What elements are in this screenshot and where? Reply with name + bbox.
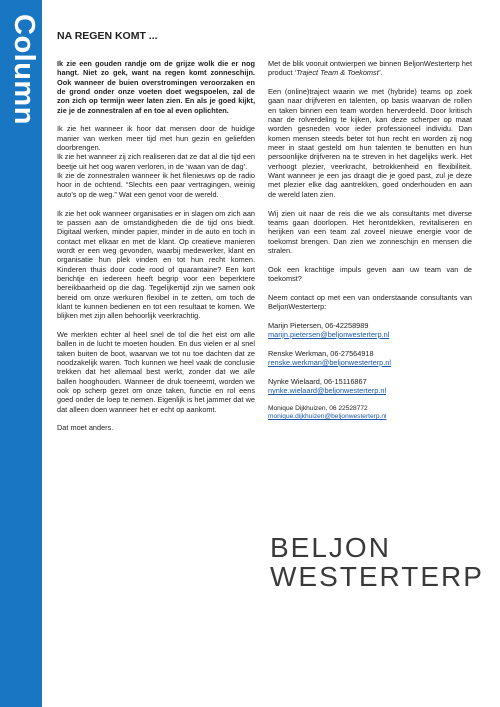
contact-name: Monique Dijkhuizen, 06 22528772 xyxy=(268,404,368,412)
paragraph: Een (online)traject waarin we met (hybride) teams op zoek gaan naar drijfveren en talenten, op basis waarvan de rollen en taken binnen een team worden herverdeeld. Door kritisch naar de rolverdeling te kijken, kan deze scherper op maat worden gesneden voor ieder professioneel individu. Dan komen mensen steeds beter tot hun recht en worden zij nog meer in staat gesteld om hun talenten te benutten en hun persoonlijke drijfveren na te streven in het dagelijks werk. Het verhoogt plezier, veerkracht, betrokkenheid en flexibiliteit. Want wanneer je een jas draagt die je goed past, zul je deze met plezier elke dag aantrekken, goed onderhouden en aan de wereld laten zien. xyxy=(268,87,472,199)
paragraph: Dat moet anders. xyxy=(57,423,114,433)
paragraph: Ik zie de zonnestralen wanneer ik het filenieuws op de radio hoor in de ochtend. “Slechts een paar vertragingen, weinig auto’s op de weg.” Wat een genot voor de wereld. xyxy=(57,171,255,199)
contact-email-link[interactable]: renske.werkman@beljonwesterterp.nl xyxy=(268,358,391,367)
beljonwesterterp-logo xyxy=(270,532,484,592)
paragraph: Met de blik vooruit ontwierpen we binnen BeljonWesterterp het product ‘Traject Team & Toekomst’. xyxy=(268,59,472,78)
contact-name: Marijn Pietersen, 06-42258989 xyxy=(268,320,369,330)
paragraph: Ook een krachtige impuls geven aan uw team van de toekomst? xyxy=(268,264,472,283)
sidebar-title: Column xyxy=(8,14,40,125)
paragraph: Neem contact op met een van onderstaande consultants van BeljonWesterterp: xyxy=(268,292,472,311)
left-column xyxy=(57,59,255,433)
contact-email-link[interactable]: marijn.pietersen@beljonwesterterp.nl xyxy=(268,329,390,339)
contact-name: Renske Werkman, 06-27564918 xyxy=(268,348,374,358)
paragraph: We merkten echter al heel snel de tol die het eist om alle ballen in de lucht te moeten houden. En dus vielen er al snel taken buiten de boot, waarvan we tot nu toe dachten dat ze noodzakelijk waren. Toch kunnen we heel vaak de conclusie trekken dat het allemaal best werkt, zonder dat we alle ballen hooghouden. Wanneer de druk toeneemt, worden we ook op scherp gezet om onze taken, functie en rol eens goed onder de loep te nemen. Eigenlijk is het jammer dat we dat alleen doen wanneer het er echt op aankomt. xyxy=(57,329,255,414)
lead-paragraph: Ik zie een gouden randje om de grijze wolk die er nog hangt. Niet zo gek, want na regen komt zonneschijn. Ook wanneer de buien overstromingen veroorzaken en de grond onder onze voeten doet wegspoelen, zal de zon zich op termijn weer laten zien. En als je goed kijkt, zie je de zonnestralen af en toe al even oplichten. xyxy=(57,59,255,115)
paragraph: Ik zie het wanneer zij zich realiseren dat ze dat al die tijd een beetje uit het oog waren verloren, in de ‘waan van de dag’. xyxy=(57,152,255,171)
logo-line-2: WESTERTERP xyxy=(270,561,484,592)
contact-name: Nynke Wielaard, 06-15116867 xyxy=(268,376,367,386)
right-column xyxy=(268,59,472,422)
contact-email-link[interactable]: nynke.wielaard@beljonwesterterp.nl xyxy=(268,386,387,396)
contact-email-link[interactable]: monique.dijkhuizen@beljonwesterterp.nl xyxy=(268,413,387,421)
paragraph: Ik zie het ook wanneer organisaties er in slagen om zich aan te passen aan de omstandigheden die de tijd ons biedt. Digitaal werken, minder papier, minder in de auto en toch in contact met elkaar en met de klant. Op creatieve manieren wordt er een weg gevonden, waarbij medewerker, klant en organisatie hun plek vinden en tot hun recht komen. Kinderen thuis door code rood of quarantaine? Een kort berichtje en iedereen heeft begrip voor een beperktere bereikbaarheid op die dag. Tegelijkertijd zijn we samen ook bereid om onze werkuren flexibel in te zetten, om toch de klant te kunnen bedienen en tot een resultaat te komen. We blijken met zijn allen behoorlijk veerkrachtig. xyxy=(57,208,255,321)
article-heading: NA REGEN KOMT ... xyxy=(57,30,158,42)
paragraph: Ik zie het wanneer ik hoor dat mensen door de huidige manier van werken meer tijd met hun gezin en geliefden doorbrengen. xyxy=(57,124,255,153)
logo-line-1: BELJON xyxy=(270,532,391,563)
sidebar xyxy=(0,0,42,707)
paragraph: Wij zien uit naar de reis die we als consultants met diverse teams gaan doorlopen. Het herontdekken, revitaliseren en herijken van een team zal zoveel nieuwe energie voor de toekomst brengen. Dan zien we zonneschijn en mensen die stralen. xyxy=(268,208,472,255)
